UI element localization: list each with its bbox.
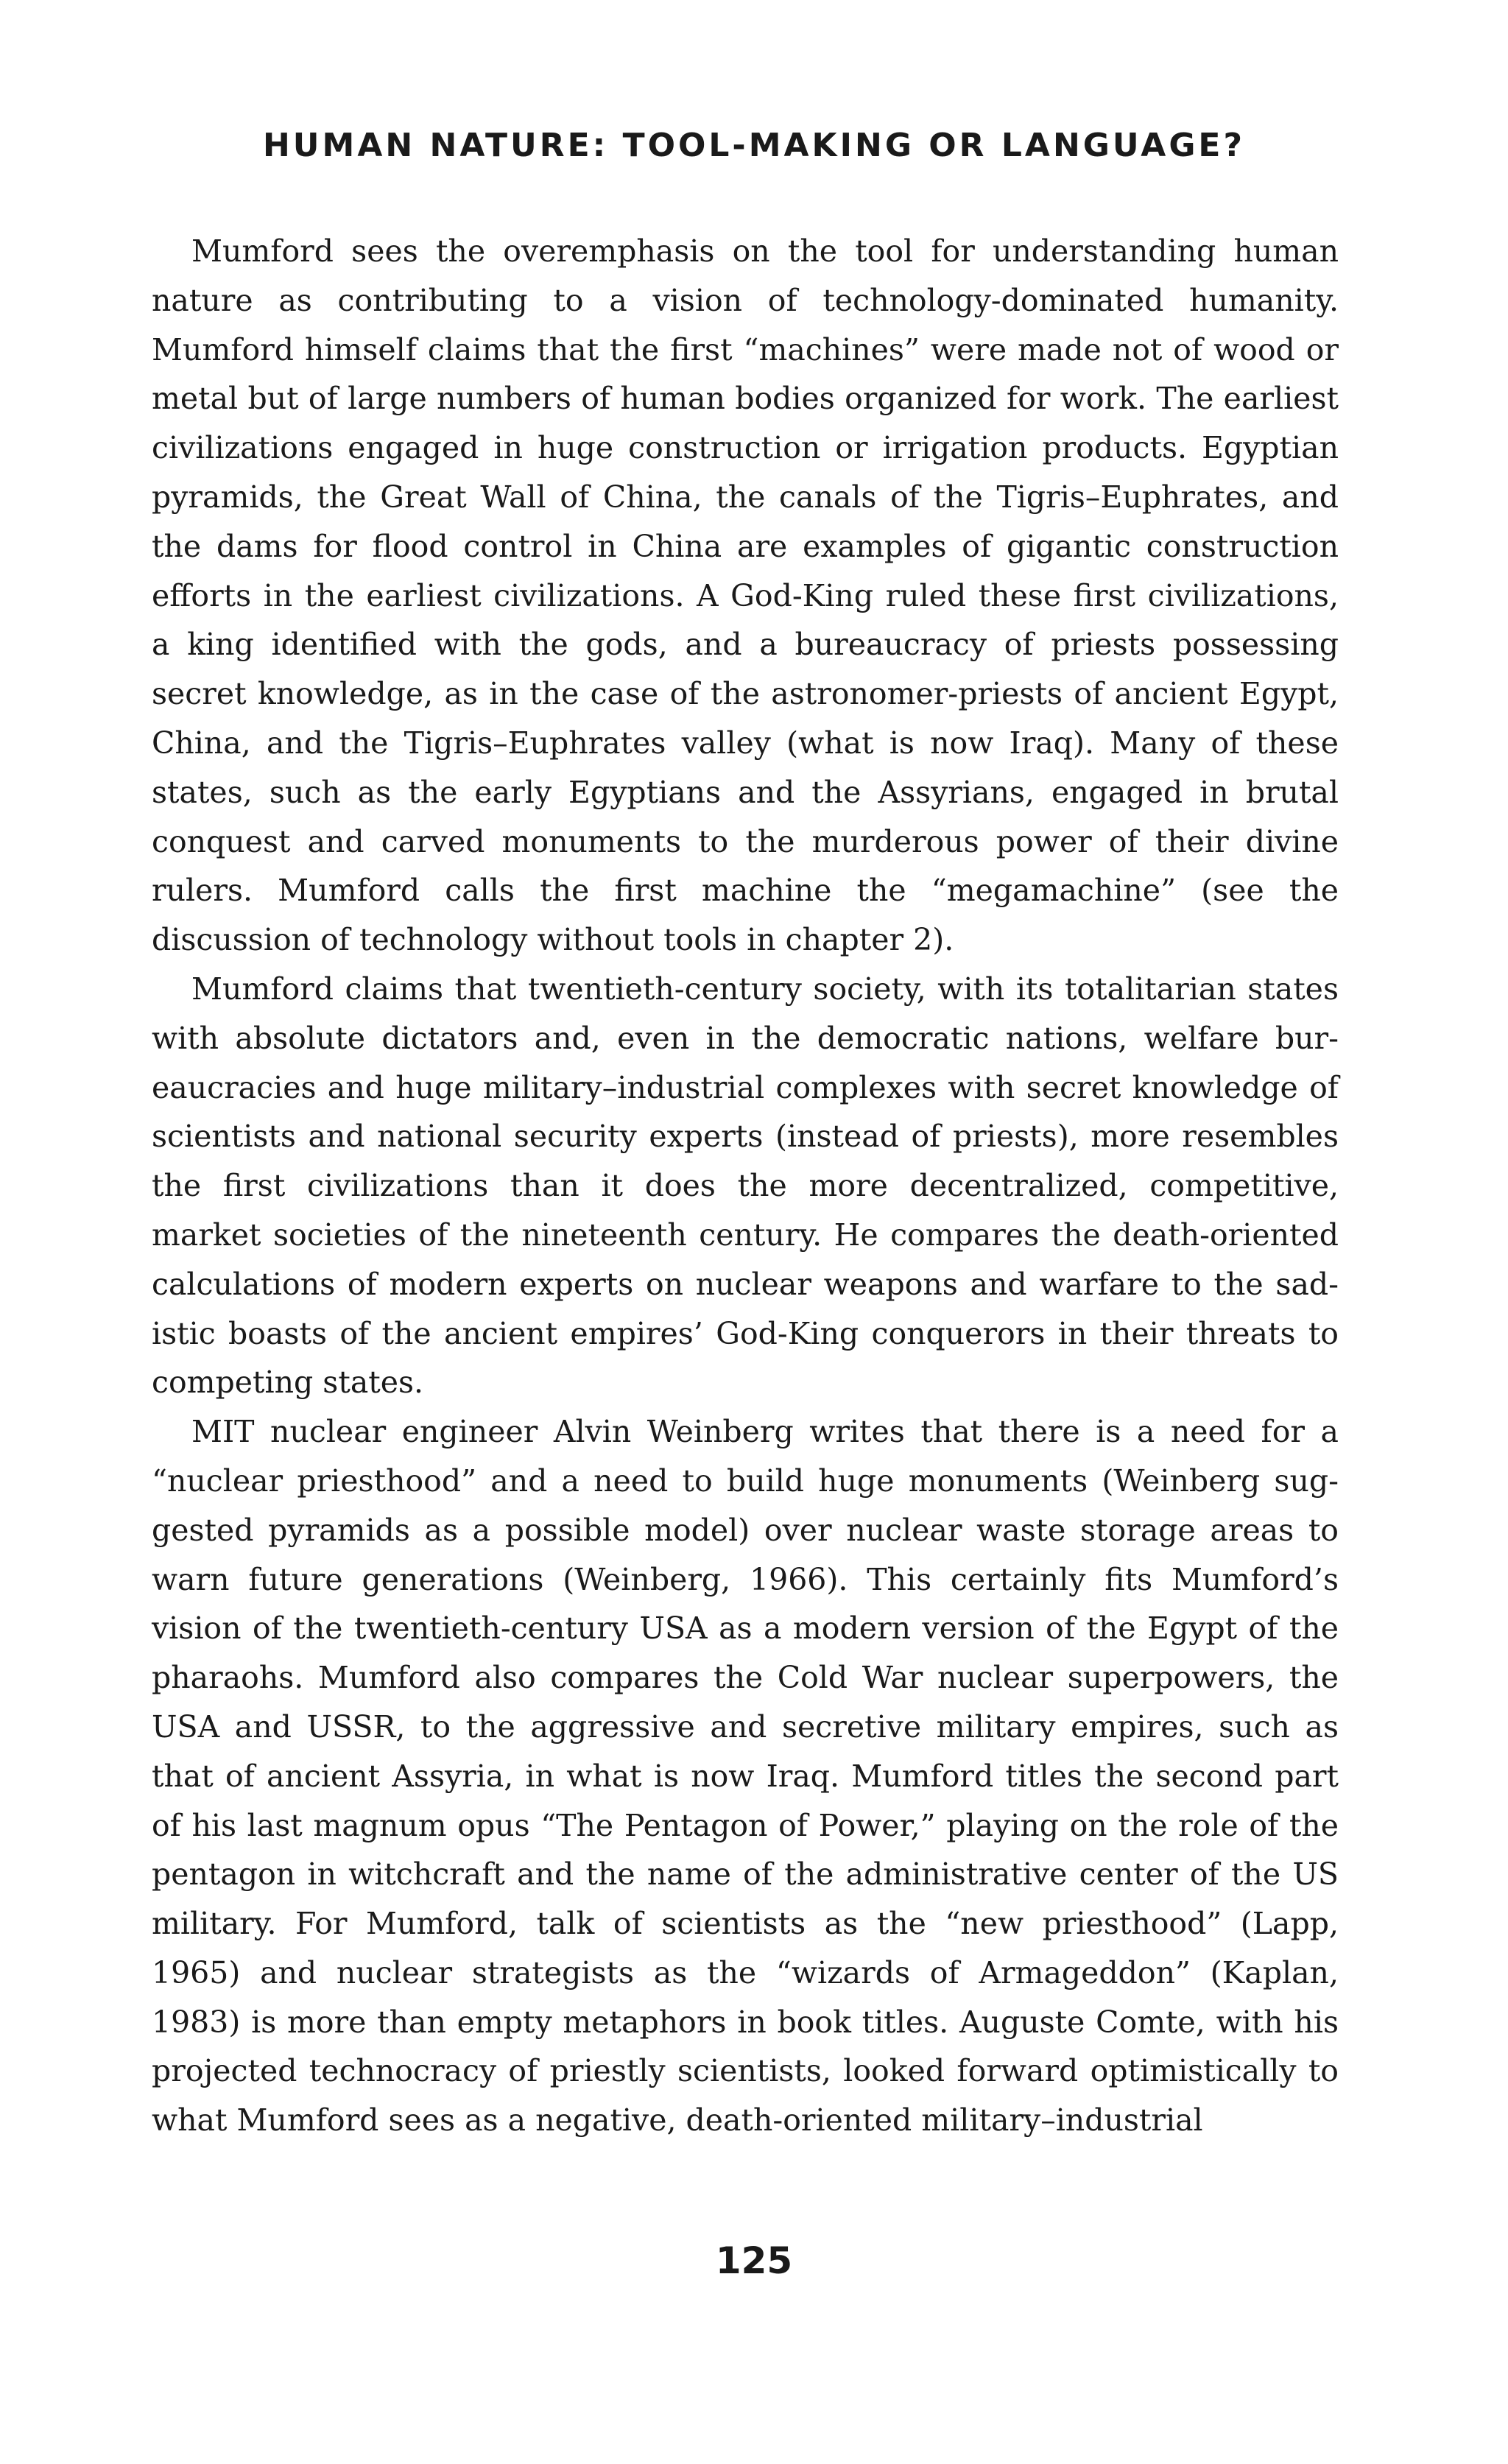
paragraph: MIT nuclear engineer Alvin Weinberg writes that there is a need for a “nuclear priesthood” and a need to build huge monuments (Weinberg suggested pyramids as a possible model) over nuclear waste storage areas to warn future generations (Weinberg, 1966). This certainly fits Mumford’s vision of the twentieth-century USA as a modern version of the Egypt of the pharaohs. Mumford also compares the Cold War nuclear superpowers, the USA and USSR, to the aggressive and secretive military empires, such as that of ancient Assyria, in what is now Iraq. Mumford titles the second part of his last magnum opus “The Pentagon of Power,” playing on the role of the pentagon in witchcraft and the name of the administrative center of the US military. For Mumford, talk of scientists as the “new priesthood” (Lapp, 1965) and nuclear strategists as the “wizards of Armageddon” (Kaplan, 1983) is more than empty metaphors in book titles. Auguste Comte, with his projected technocracy of priestly scientists, looked forward optimistically to what Mumford sees as a negative, death-oriented military–industrial <box>152 1414 1339 2139</box>
running-head: HUMAN NATURE: TOOL-MAKING OR LANGUAGE? <box>262 127 1246 164</box>
body-text <box>152 227 1339 2145</box>
paragraph: Mumford claims that twentieth-century society, with its totalitarian states with absolute dictators and, even in the democratic nations, welfare bureaucracies and huge military–industrial complexes with secret knowledge of scientists and national security experts (instead of priests), more resembles the first civilizations than it does the more decentralized, competitive, market societies of the nineteenth century. He compares the death-oriented calculations of modern experts on nuclear weapons and warfare to the sadistic boasts of the ancient empires’ God-King conquerors in their threats to competing states. <box>152 971 1339 1401</box>
page-number: 125 <box>715 2239 793 2282</box>
paragraph: Mumford sees the overemphasis on the tool for understanding human nature as contributing to a vision of technology-dominated humanity. Mumford himself claims that the first “machines” were made not of wood or metal but of large numbers of human bodies organized for work. The earliest civilizations engaged in huge construction or irrigation products. Egyptian pyramids, the Great Wall of China, the canals of the Tigris–Euphrates, and the dams for flood control in China are examples of gigantic construction efforts in the earliest civilizations. A God-King ruled these first civilizations, a king identified with the gods, and a bureaucracy of priests possessing secret knowledge, as in the case of the astronomer-priests of ancient Egypt, China, and the Tigris–Euphrates valley (what is now Iraq). Many of these states, such as the early Egyptians and the Assyrians, engaged in brutal conquest and carved monuments to the murderous power of their divine rulers. Mumford calls the first machine the “megamachine” (see the discussion of technology without tools in chapter 2). <box>152 233 1339 958</box>
